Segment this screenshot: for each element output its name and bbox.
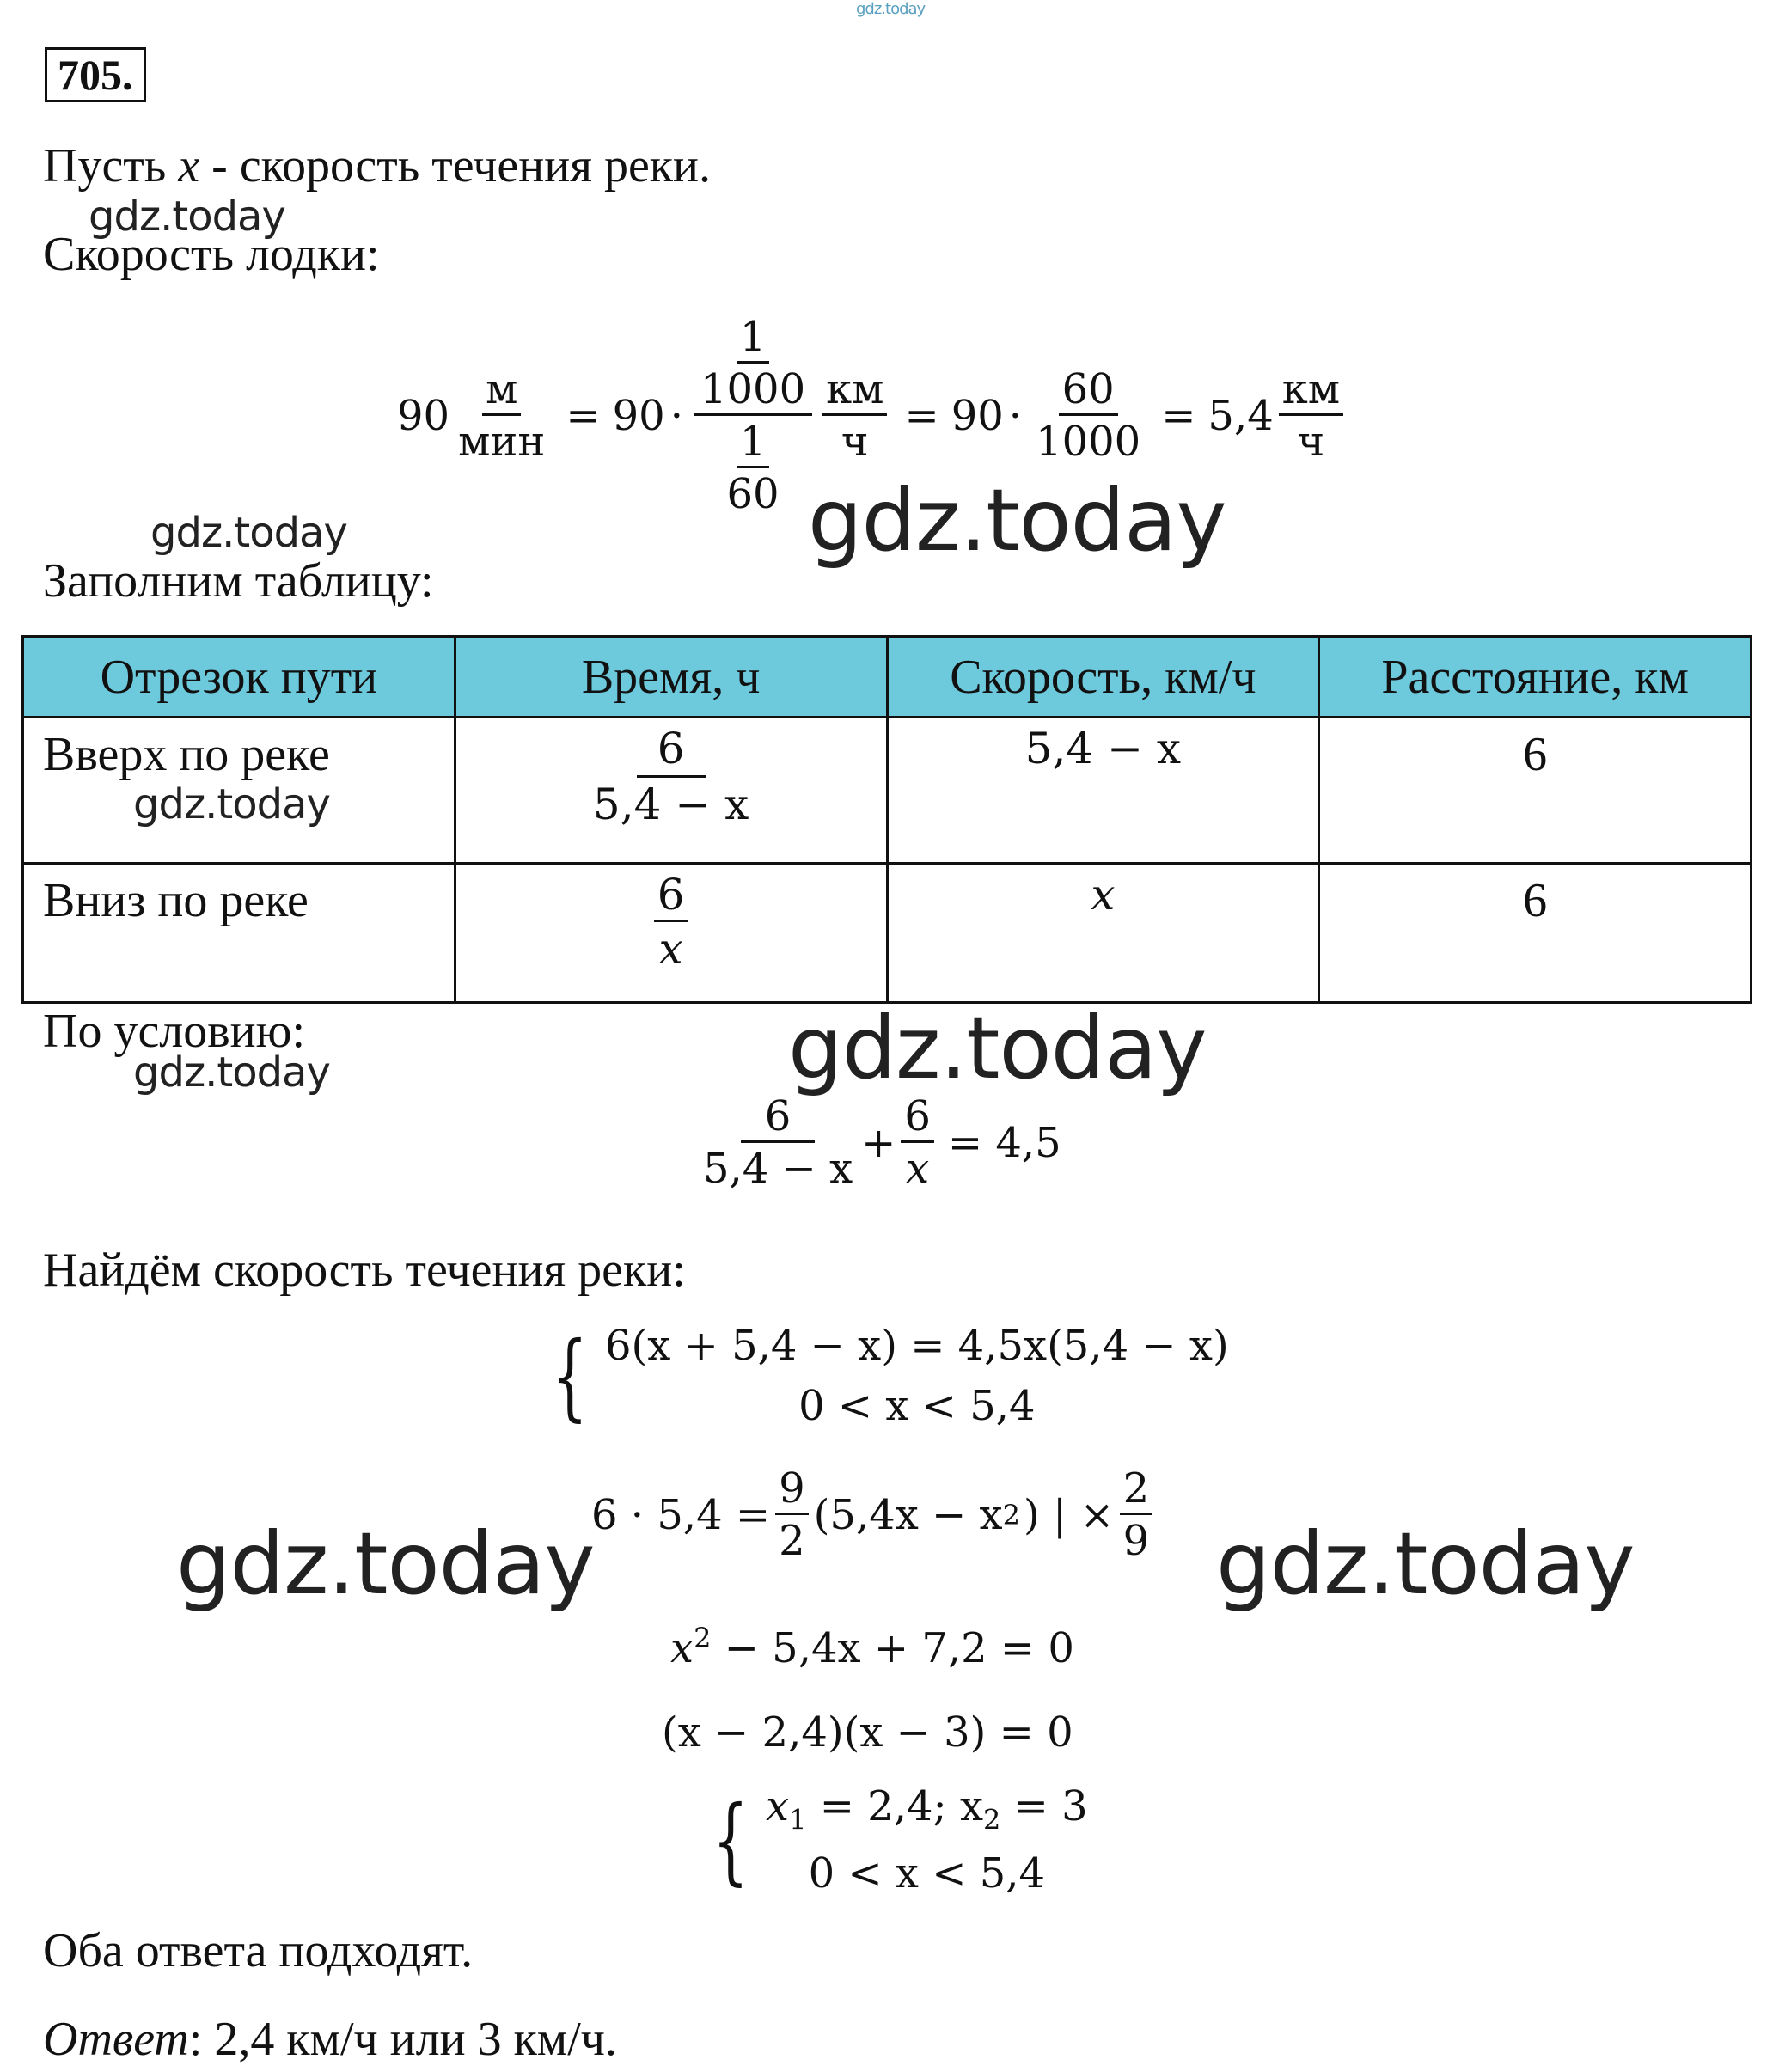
conclusion: Оба ответа подходят.	[43, 1924, 474, 1977]
unit-m: м	[482, 369, 521, 416]
equals-sign: =	[1161, 391, 1196, 440]
step-equation	[591, 1464, 1158, 1565]
system-line: 0 < x < 5,4	[798, 1382, 1036, 1430]
time-numerator: 6	[654, 873, 688, 922]
quadratic-equation	[670, 1622, 1074, 1672]
one-thousandth-fraction	[697, 313, 809, 413]
unit-min: мин	[458, 418, 546, 466]
numerator-60: 60	[1059, 369, 1118, 416]
segment-cell	[23, 864, 455, 1003]
two-ninths-fraction	[1120, 1464, 1153, 1565]
time-cell	[455, 864, 887, 1003]
column-header: Время, ч	[455, 637, 887, 718]
time-cell	[455, 718, 887, 864]
watermark: gdz.today	[808, 470, 1226, 571]
time-denominator: x	[658, 924, 683, 974]
numerator-one: 1	[737, 316, 770, 364]
watermark: gdz.today	[89, 193, 285, 241]
table-intro: Заполним таблицу:	[43, 554, 434, 608]
step-end: ) | ×	[1023, 1490, 1115, 1539]
result-speed: 5,4	[1207, 391, 1274, 440]
watermark: gdz.today	[150, 509, 347, 557]
variable-x: x	[178, 139, 200, 193]
watermark: gdz.today	[133, 780, 330, 828]
value-90: 90	[951, 391, 1004, 440]
denominator-1000: 1000	[1036, 418, 1141, 466]
numerator-2: 2	[1120, 1468, 1153, 1515]
compound-denominator	[720, 416, 786, 518]
downstream-time-fraction	[901, 1092, 934, 1193]
exponent: 2	[1002, 1498, 1020, 1531]
speed-cell: x	[887, 864, 1319, 1003]
numerator-9: 9	[775, 1468, 809, 1515]
compound-fraction	[694, 313, 812, 518]
roots-line	[766, 1782, 1088, 1837]
exponent: 2	[694, 1622, 712, 1654]
condition-label: По условию:	[43, 1005, 306, 1058]
system-1	[540, 1321, 1229, 1431]
column-header: Скорость, км/ч	[887, 637, 1319, 718]
intro-text-a: Пусть	[43, 139, 167, 193]
denominator-1000: 1000	[700, 365, 806, 413]
system-2	[700, 1782, 1088, 1898]
dot-operator: ·	[669, 391, 683, 440]
top-watermark: gdz.today	[856, 0, 926, 18]
intro-line	[43, 139, 711, 193]
time-fraction	[590, 724, 752, 829]
column-header: Расстояние, км	[1319, 637, 1752, 718]
segment-label: Вверх по реке	[43, 728, 330, 781]
answer-line	[43, 2013, 617, 2066]
watermark: gdz.today	[788, 998, 1207, 1098]
var-x: x	[766, 1782, 790, 1831]
denominator-expr: 5,4 − x	[703, 1145, 853, 1193]
table-row	[23, 864, 1752, 1003]
boat-speed-label: Скорость лодки:	[43, 228, 380, 281]
watermark: gdz.today	[133, 1048, 330, 1097]
value-90: 90	[612, 391, 665, 440]
equals-sign: =	[904, 391, 939, 440]
quadratic-rest: − 5,4x + 7,2 = 0	[711, 1624, 1074, 1672]
answer-colon: :	[188, 2013, 203, 2066]
nine-halves-fraction	[775, 1464, 809, 1565]
denominator-9: 9	[1122, 1517, 1150, 1565]
equals-sign: =	[566, 391, 601, 440]
answer-text: 2,4 км/ч или 3 км/ч.	[202, 2013, 617, 2066]
m-per-min-fraction	[455, 365, 548, 466]
distance-cell: 6	[1319, 864, 1752, 1003]
denominator-2: 2	[779, 1517, 805, 1565]
system-line: 0 < x < 5,4	[808, 1849, 1046, 1898]
var-x: x	[670, 1624, 694, 1672]
km-per-h-fraction	[1279, 365, 1343, 466]
unit-h: ч	[841, 418, 869, 466]
subscript: 2	[983, 1803, 1001, 1837]
distance-cell: 6	[1319, 718, 1752, 864]
watermark: gdz.today	[1216, 1513, 1635, 1614]
compound-numerator	[694, 313, 812, 416]
step-mid: (5,4x − x	[813, 1490, 1003, 1539]
segment-label: Вниз по реке	[43, 874, 309, 927]
condition-equation	[694, 1092, 1061, 1193]
dot-operator: ·	[1008, 391, 1023, 440]
problem-number: 705.	[45, 47, 146, 102]
solution-label: Найдём скорость течения реки:	[43, 1244, 686, 1297]
denominator-x: x	[906, 1145, 930, 1193]
time-numerator: 6	[637, 727, 706, 778]
step-lhs: 6 · 5,4 =	[591, 1490, 771, 1539]
unit-km: км	[1279, 369, 1343, 416]
answer-label: Ответ	[43, 2013, 189, 2066]
brace-icon: {	[712, 1784, 749, 1895]
unit-km: км	[822, 369, 887, 416]
system-line: 6(x + 5,4 − x) = 4,5x(5,4 − x)	[605, 1322, 1229, 1370]
column-header: Отрезок пути	[23, 637, 455, 718]
value-90: 90	[397, 391, 450, 440]
roots-end: = 3	[1000, 1782, 1088, 1831]
watermark: gdz.today	[176, 1513, 595, 1614]
km-per-h-fraction	[822, 365, 887, 466]
system-lines	[605, 1322, 1229, 1430]
denominator-60: 60	[726, 470, 780, 518]
equation-rhs: = 4,5	[947, 1118, 1061, 1167]
time-denominator: 5,4 − x	[592, 779, 749, 829]
numerator-6: 6	[901, 1096, 934, 1143]
time-fraction	[654, 870, 688, 974]
roots-mid: = 2,4; x	[806, 1782, 984, 1831]
numerator-6: 6	[741, 1096, 816, 1143]
plus-sign: +	[861, 1118, 896, 1167]
subscript: 1	[789, 1803, 807, 1837]
brace-icon: {	[552, 1321, 588, 1431]
unit-h: ч	[1297, 418, 1325, 466]
speed-cell: 5,4 − x	[887, 718, 1319, 864]
numerator-one: 1	[737, 421, 770, 468]
factored-equation: (x − 2,4)(x − 3) = 0	[662, 1708, 1073, 1757]
system-lines	[766, 1782, 1088, 1898]
intro-text-b: - скорость течения реки.	[211, 139, 711, 193]
upstream-time-fraction	[700, 1092, 856, 1193]
sixty-over-thousand-fraction	[1032, 365, 1144, 466]
one-sixtieth-fraction	[724, 418, 783, 518]
